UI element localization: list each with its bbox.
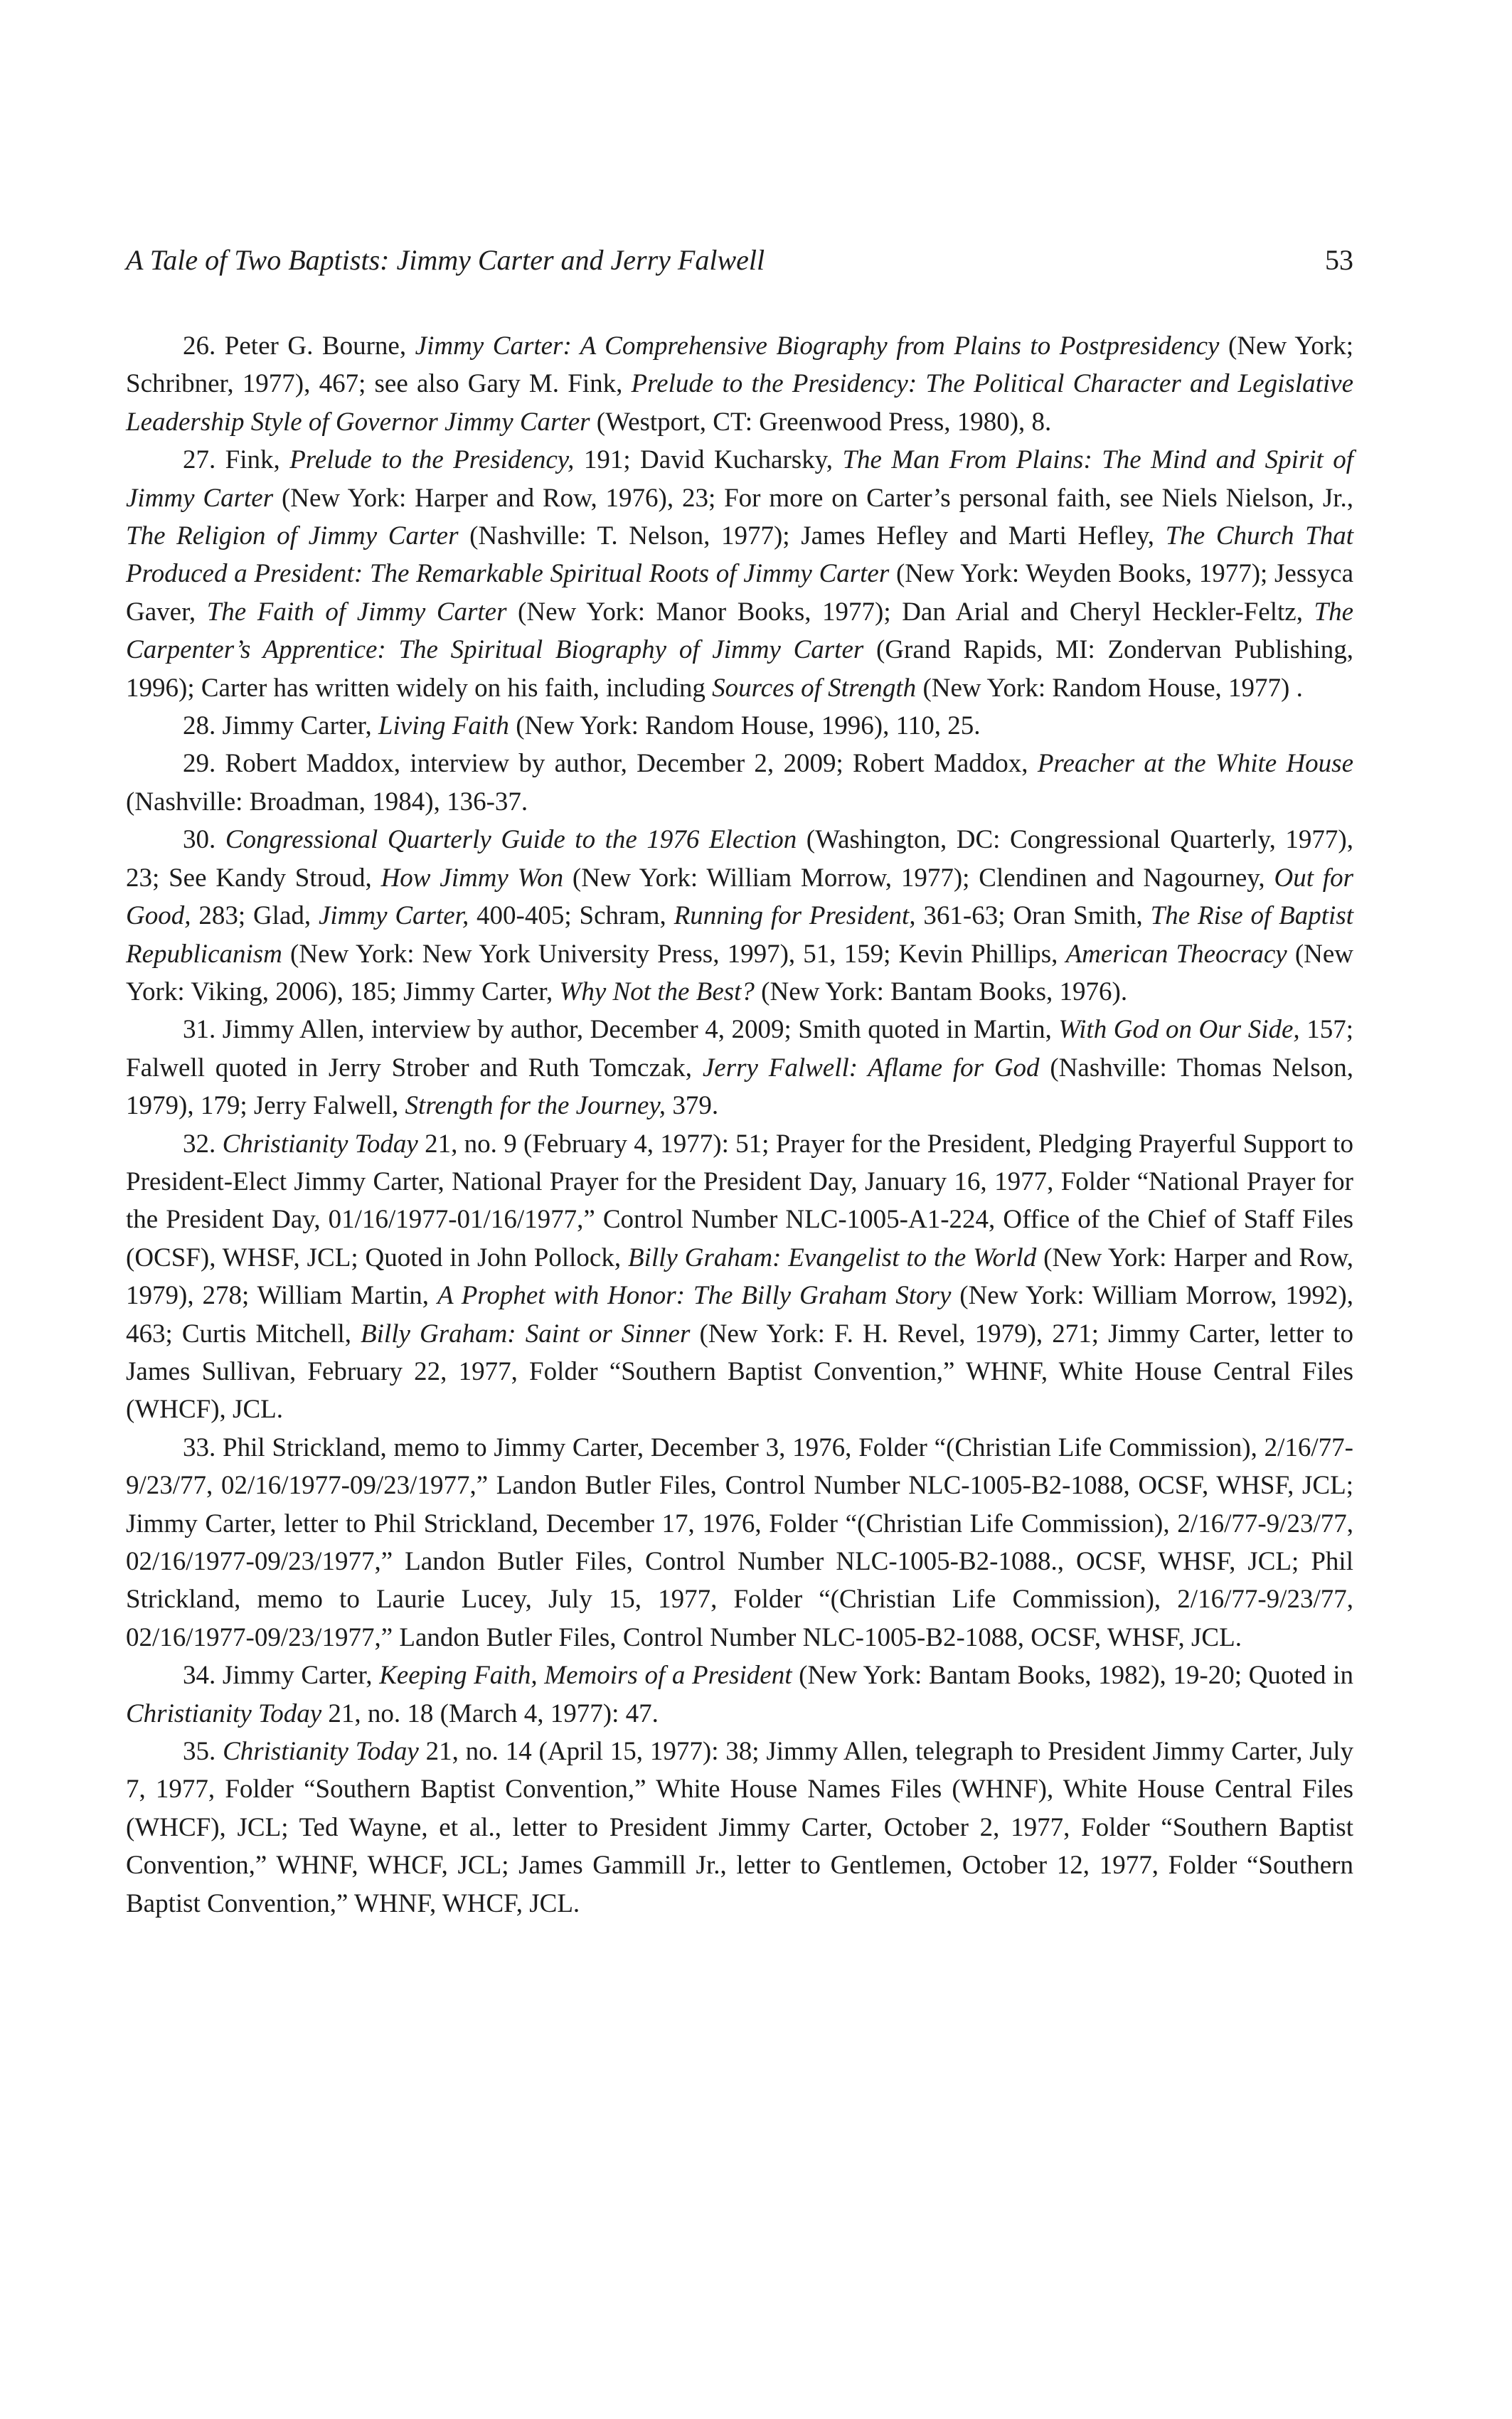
endnote-title-text: Running for President, [674,901,916,931]
endnote-text: (Washington, DC: Congressional Quarterly, 1977), 23; See Kandy Stroud, [126,825,1354,893]
endnote-title-text: Strength for the Journey, [405,1091,666,1121]
endnote-text: 29. Robert Maddox, interview by author, December 2, 2009; Robert Maddox, [183,749,1038,779]
endnote-title-text: Billy Graham: Evangelist to the World [627,1243,1037,1272]
endnote-title-text: Prelude to the Presidency: The Political Character and Legislative Leadership Style of Governor Jimmy Carter [126,369,1353,437]
endnote [126,1429,1353,1657]
endnote-title-text: Jimmy Carter: A Comprehensive Biography from Plains to Postpresidency [415,331,1220,361]
endnote-title-text: The Faith of Jimmy Carter [206,597,507,627]
endnote-text: 35. [183,1737,223,1767]
endnote-text: 400-405; Schram, [469,901,674,931]
endnote-title-text: Christianity Today [223,1737,419,1767]
endnote-text: 283; Glad, [191,901,319,931]
endnote-text: (New York: Harper and Row, 1976), 23; For more on Carter’s personal faith, see Niels Nielson, Jr., [273,483,1353,513]
endnote-text: (New York: F. H. Revel, 1979), 271; Jimmy Carter, letter to James Sullivan, February 22, 1977, Folder “Southern Baptist Convention,” WHNF, White House Central Files (WHCF), JCL. [126,1319,1353,1425]
endnote-text: 33. Phil Strickland, memo to Jimmy Carter, December 3, 1976, Folder “(Christian Life Commission), 2/16/77-9/23/77, 02/16/1977-09/23/1977,” Landon Butler Files, Control Number NLC-1005-B2-1088, OCSF, WHSF, JCL; Jimmy Carter, letter to Phil Strickland, December 17, 1976, Folder “(Christian Life Commission), 2/16/77-9/23/77, 02/16/1977-09/23/1977,” Landon Butler Files, Control Number NLC-1005-B2-1088., OCSF, WHSF, JCL; Phil Strickland, memo to Laurie Lucey, July 15, 1977, Folder “(Christian Life Commission), 2/16/77-9/23/77, 02/16/1977-09/23/1977,” Landon Butler Files, Control Number NLC-1005-B2-1088, OCSF, WHSF, JCL. [126,1432,1353,1652]
endnote-text: 361-63; Oran Smith, [915,901,1151,931]
endnote [126,327,1353,441]
endnote [126,1011,1353,1125]
endnote-text: 31. Jimmy Allen, interview by author, December 4, 2009; Smith quoted in Martin, [183,1015,1059,1045]
endnote-title-text: The Rise of Baptist Republicanism [126,901,1354,969]
endnote-title-text: The Religion of Jimmy Carter [126,521,459,551]
endnote-title-text: Christianity Today [222,1129,418,1159]
endnote-text: 21, no. 14 (April 15, 1977): 38; Jimmy Allen, telegraph to President Jimmy Carter, July 7, 1977, Folder “Southern Baptist Convention,” White House Names Files (WHNF), White House Central Files (WHCF), JCL; Ted Wayne, et al., letter to President Jimmy Carter, October 2, 1977, Folder “Southern Baptist Convention,” WHNF, WHCF, JCL; James Gammill Jr., letter to Gentlemen, October 12, 1977, Folder “Southern Baptist Convention,” WHNF, WHCF, JCL. [126,1737,1354,1918]
endnote-text: 157; Falwell quoted in Jerry Strober and Ruth Tomczak, [126,1015,1354,1083]
endnote [126,1125,1353,1429]
endnote [126,745,1353,821]
endnote-text: (New York: Bantam Books, 1982), 19-20; Quoted in [792,1661,1354,1691]
endnote-text: (Nashville: T. Nelson, 1977); James Hefley and Marti Hefley, [458,521,1166,551]
endnote-text: 26. Peter G. Bourne, [183,331,415,361]
endnote-text: (New York: Viking, 2006), 185; Jimmy Carter, [126,939,1354,1006]
endnote-text: 34. Jimmy Carter, [183,1661,380,1691]
endnote-text: 27. Fink, [183,445,290,475]
endnote [126,1733,1353,1923]
endnote-title-text: With God on Our Side, [1058,1015,1300,1045]
endnote-title-text: Out for Good, [126,863,1353,931]
endnote-title-text: The Carpenter’s Apprentice: The Spiritual Biography of Jimmy Carter [126,597,1353,665]
endnote-text: 21, no. 18 (March 4, 1977): 47. [321,1698,659,1728]
book-page [126,0,1353,2419]
endnote [126,821,1353,1011]
endnote-title-text: Sources of Strength [712,673,917,703]
endnote-text: 191; David Kucharsky, [574,445,843,475]
endnote-title-text: Prelude to the Presidency, [289,445,575,475]
endnote-text: (New York: William Morrow, 1992), 463; Curtis Mitchell, [126,1281,1353,1349]
endnotes [126,327,1353,1923]
endnote-title-text: A Prophet with Honor: The Billy Graham Story [437,1281,952,1311]
endnote-title-text: Why Not the Best? [559,977,755,1006]
endnote-text: (New York; Schribner, 1977), 467; see also Gary M. Fink, [126,331,1353,399]
endnote-title-text: Christianity Today [126,1698,322,1728]
endnote-title-text: Congressional Quarterly Guide to the 1976 Election [225,825,797,855]
endnote-title-text: The Man From Plains: The Mind and Spirit of Jimmy Carter [126,445,1354,513]
endnote-title-text: Billy Graham: Saint or Sinner [361,1319,691,1349]
endnote-text: 32. [183,1129,223,1159]
endnote-text: (Nashville: Broadman, 1984), 136-37. [126,787,528,817]
running-title: A Tale of Two Baptists: Jimmy Carter and Jerry Falwell [126,244,765,276]
endnote-title-text: Living Faith [378,711,509,741]
endnote-text: (Grand Rapids, MI: Zondervan Publishing, 1996); Carter has written widely on his faith, including [126,635,1353,703]
endnote-title-text: Jerry Falwell: Aflame for God [702,1053,1040,1083]
endnote-text: 30. [183,825,225,855]
endnote-text: (New York: Weyden Books, 1977); Jessyca Gaver, [126,559,1353,627]
endnote-title-text: Keeping Faith, Memoirs of a President [379,1661,792,1691]
endnote-text: (New York: William Morrow, 1977); Clendinen and Nagourney, [563,863,1274,893]
endnote-text: 21, no. 9 (February 4, 1977): 51; Prayer for the President, Pledging Prayerful Support to President-Elect Jimmy Carter, National Prayer for the President Day, January 16, 1977, Folder “National Prayer for the President Day, 01/16/1977-01/16/1977,” Control Number NLC-1005-A1-224, Office of the Chief of Staff Files (OCSF), WHSF, JCL; Quoted in John Pollock, [126,1129,1353,1272]
endnote [126,1657,1353,1733]
endnote-text: (New York: Manor Books, 1977); Dan Arial and Cheryl Heckler-Feltz, [506,597,1314,627]
endnote-text: (New York: New York University Press, 1997), 51, 159; Kevin Phillips, [282,939,1066,969]
endnote [126,707,1353,745]
endnote-text: (New York: Harper and Row, 1979), 278; William Martin, [126,1243,1354,1311]
endnote-text: (New York: Bantam Books, 1976). [754,977,1128,1006]
endnote-text: (New York: Random House, 1996), 110, 25. [509,711,981,741]
endnote-text: 28. Jimmy Carter, [183,711,378,741]
page-number: 53 [1325,244,1353,276]
endnote-title-text: American Theocracy [1065,939,1287,969]
endnote-title-text: Jimmy Carter, [318,901,469,931]
endnote-text: (Nashville: Thomas Nelson, 1979), 179; Jerry Falwell, [126,1053,1353,1121]
endnote-text: 379. [666,1091,719,1121]
endnote-text: (Westport, CT: Greenwood Press, 1980), 8. [590,407,1052,437]
endnote-text: (New York: Random House, 1977) . [916,673,1303,703]
endnote-title-text: The Church That Produced a President: The Remarkable Spiritual Roots of Jimmy Carter [126,521,1353,589]
endnote-title-text: How Jimmy Won [380,863,564,893]
endnote [126,441,1353,707]
endnote-title-text: Preacher at the White House [1037,749,1354,779]
